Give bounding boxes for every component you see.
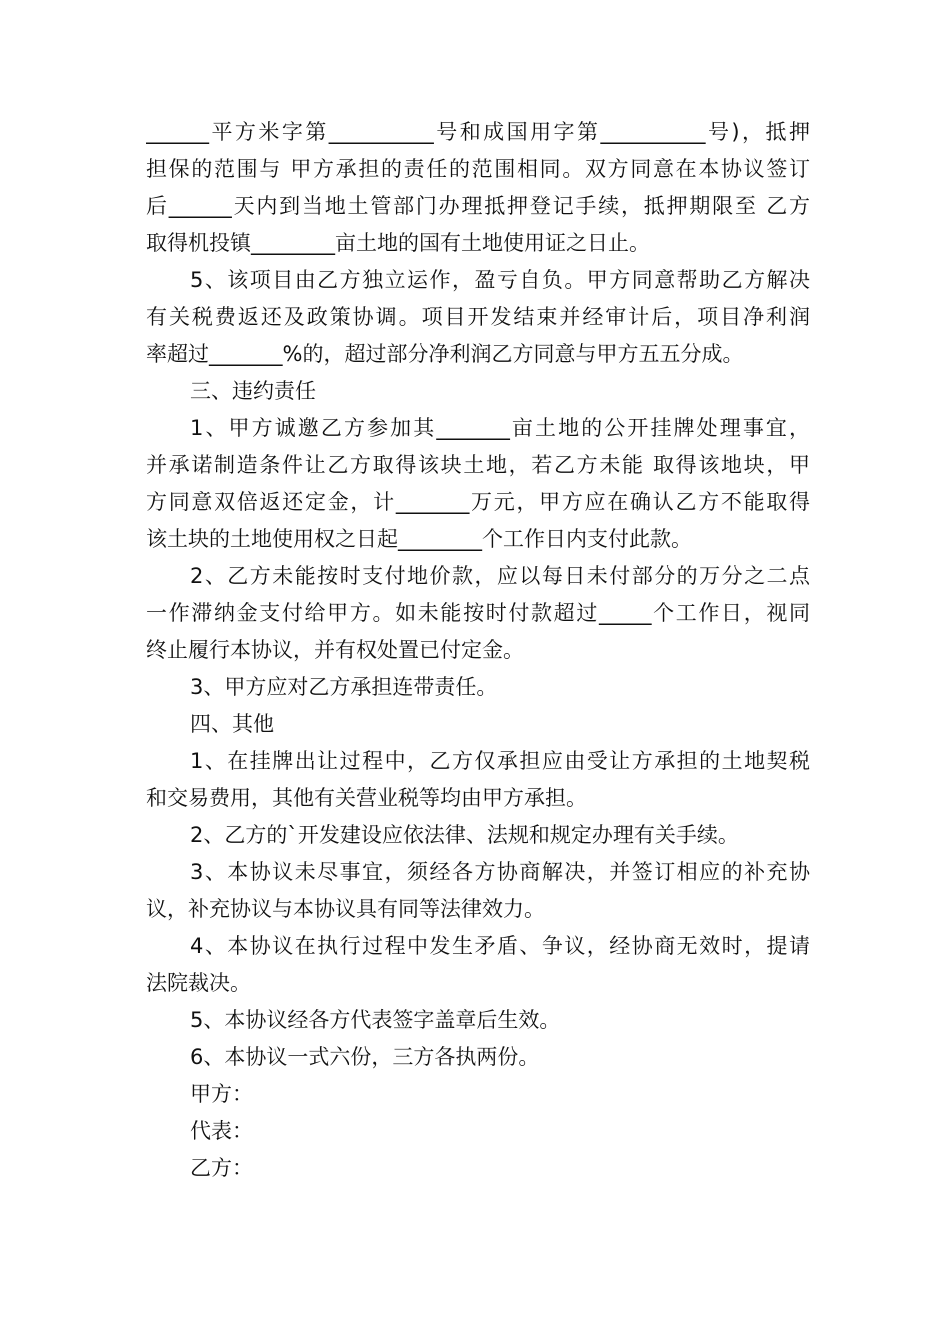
paragraph-line: 一作滞纳金支付给甲方。如未能按时付款超过_____个工作日，视同 [146, 601, 810, 625]
paragraph-line: 该土块的土地使用权之日起________个工作日内支付此款。 [146, 527, 692, 551]
signature-label-party-a: 甲方： [190, 1082, 253, 1106]
paragraph-line: 取得机投镇________亩土地的国有土地使用证之日止。 [146, 231, 650, 255]
paragraph-line: 1、在挂牌出让过程中，乙方仅承担应由受让方承担的土地契税 [190, 749, 810, 773]
paragraph-line: 有关税费返还及政策协调。项目开发结束并经审计后，项目净利润 [146, 305, 810, 329]
paragraph-line: 终止履行本协议，并有权处置已付定金。 [146, 638, 524, 662]
paragraph-line: 3、本协议未尽事宜，须经各方协商解决，并签订相应的补充协 [190, 860, 810, 884]
paragraph-line: 议，补充协议与本协议具有同等法律效力。 [146, 897, 545, 921]
paragraph-line: 2、乙方未能按时支付地价款，应以每日未付部分的万分之二点 [190, 564, 810, 588]
signature-label-party-b: 乙方： [190, 1156, 253, 1180]
paragraph-line: ______平方米字第__________号和成国用字第__________号)，抵押 [146, 120, 810, 144]
paragraph-line: 方同意双倍返还定金，计_______万元，甲方应在确认乙方不能取得 [146, 490, 810, 514]
paragraph-line: 5、该项目由乙方独立运作，盈亏自负。甲方同意帮助乙方解决 [190, 268, 810, 292]
paragraph-line: 1、甲方诚邀乙方参加其_______亩土地的公开挂牌处理事宜， [190, 416, 810, 440]
document-body [146, 114, 810, 1187]
paragraph-line: 担保的范围与 甲方承担的责任的范围相同。双方同意在本协议签订 [146, 157, 810, 181]
section-heading: 三、违约责任 [190, 379, 316, 403]
paragraph-line: 6、本协议一式六份，三方各执两份。 [190, 1045, 540, 1069]
signature-label-representative: 代表： [190, 1119, 253, 1143]
paragraph-line: 法院裁决。 [146, 971, 251, 995]
paragraph-line: 率超过_______%的，超过部分净利润乙方同意与甲方五五分成。 [146, 342, 744, 366]
paragraph-line: 2、乙方的`开发建设应依法律、法规和规定办理有关手续。 [190, 823, 739, 847]
paragraph-line: 5、本协议经各方代表签字盖章后生效。 [190, 1008, 561, 1032]
paragraph-line: 后______天内到当地土管部门办理抵押登记手续，抵押期限至 乙方 [146, 194, 810, 218]
section-heading: 四、其他 [190, 712, 274, 736]
paragraph-line: 和交易费用，其他有关营业税等均由甲方承担。 [146, 786, 587, 810]
paragraph-line: 3、甲方应对乙方承担连带责任。 [190, 675, 498, 699]
paragraph-line: 4、本协议在执行过程中发生矛盾、争议，经协商无效时，提请 [190, 934, 810, 958]
paragraph-line: 并承诺制造条件让乙方取得该块土地，若乙方未能 取得该地块，甲 [146, 453, 810, 477]
